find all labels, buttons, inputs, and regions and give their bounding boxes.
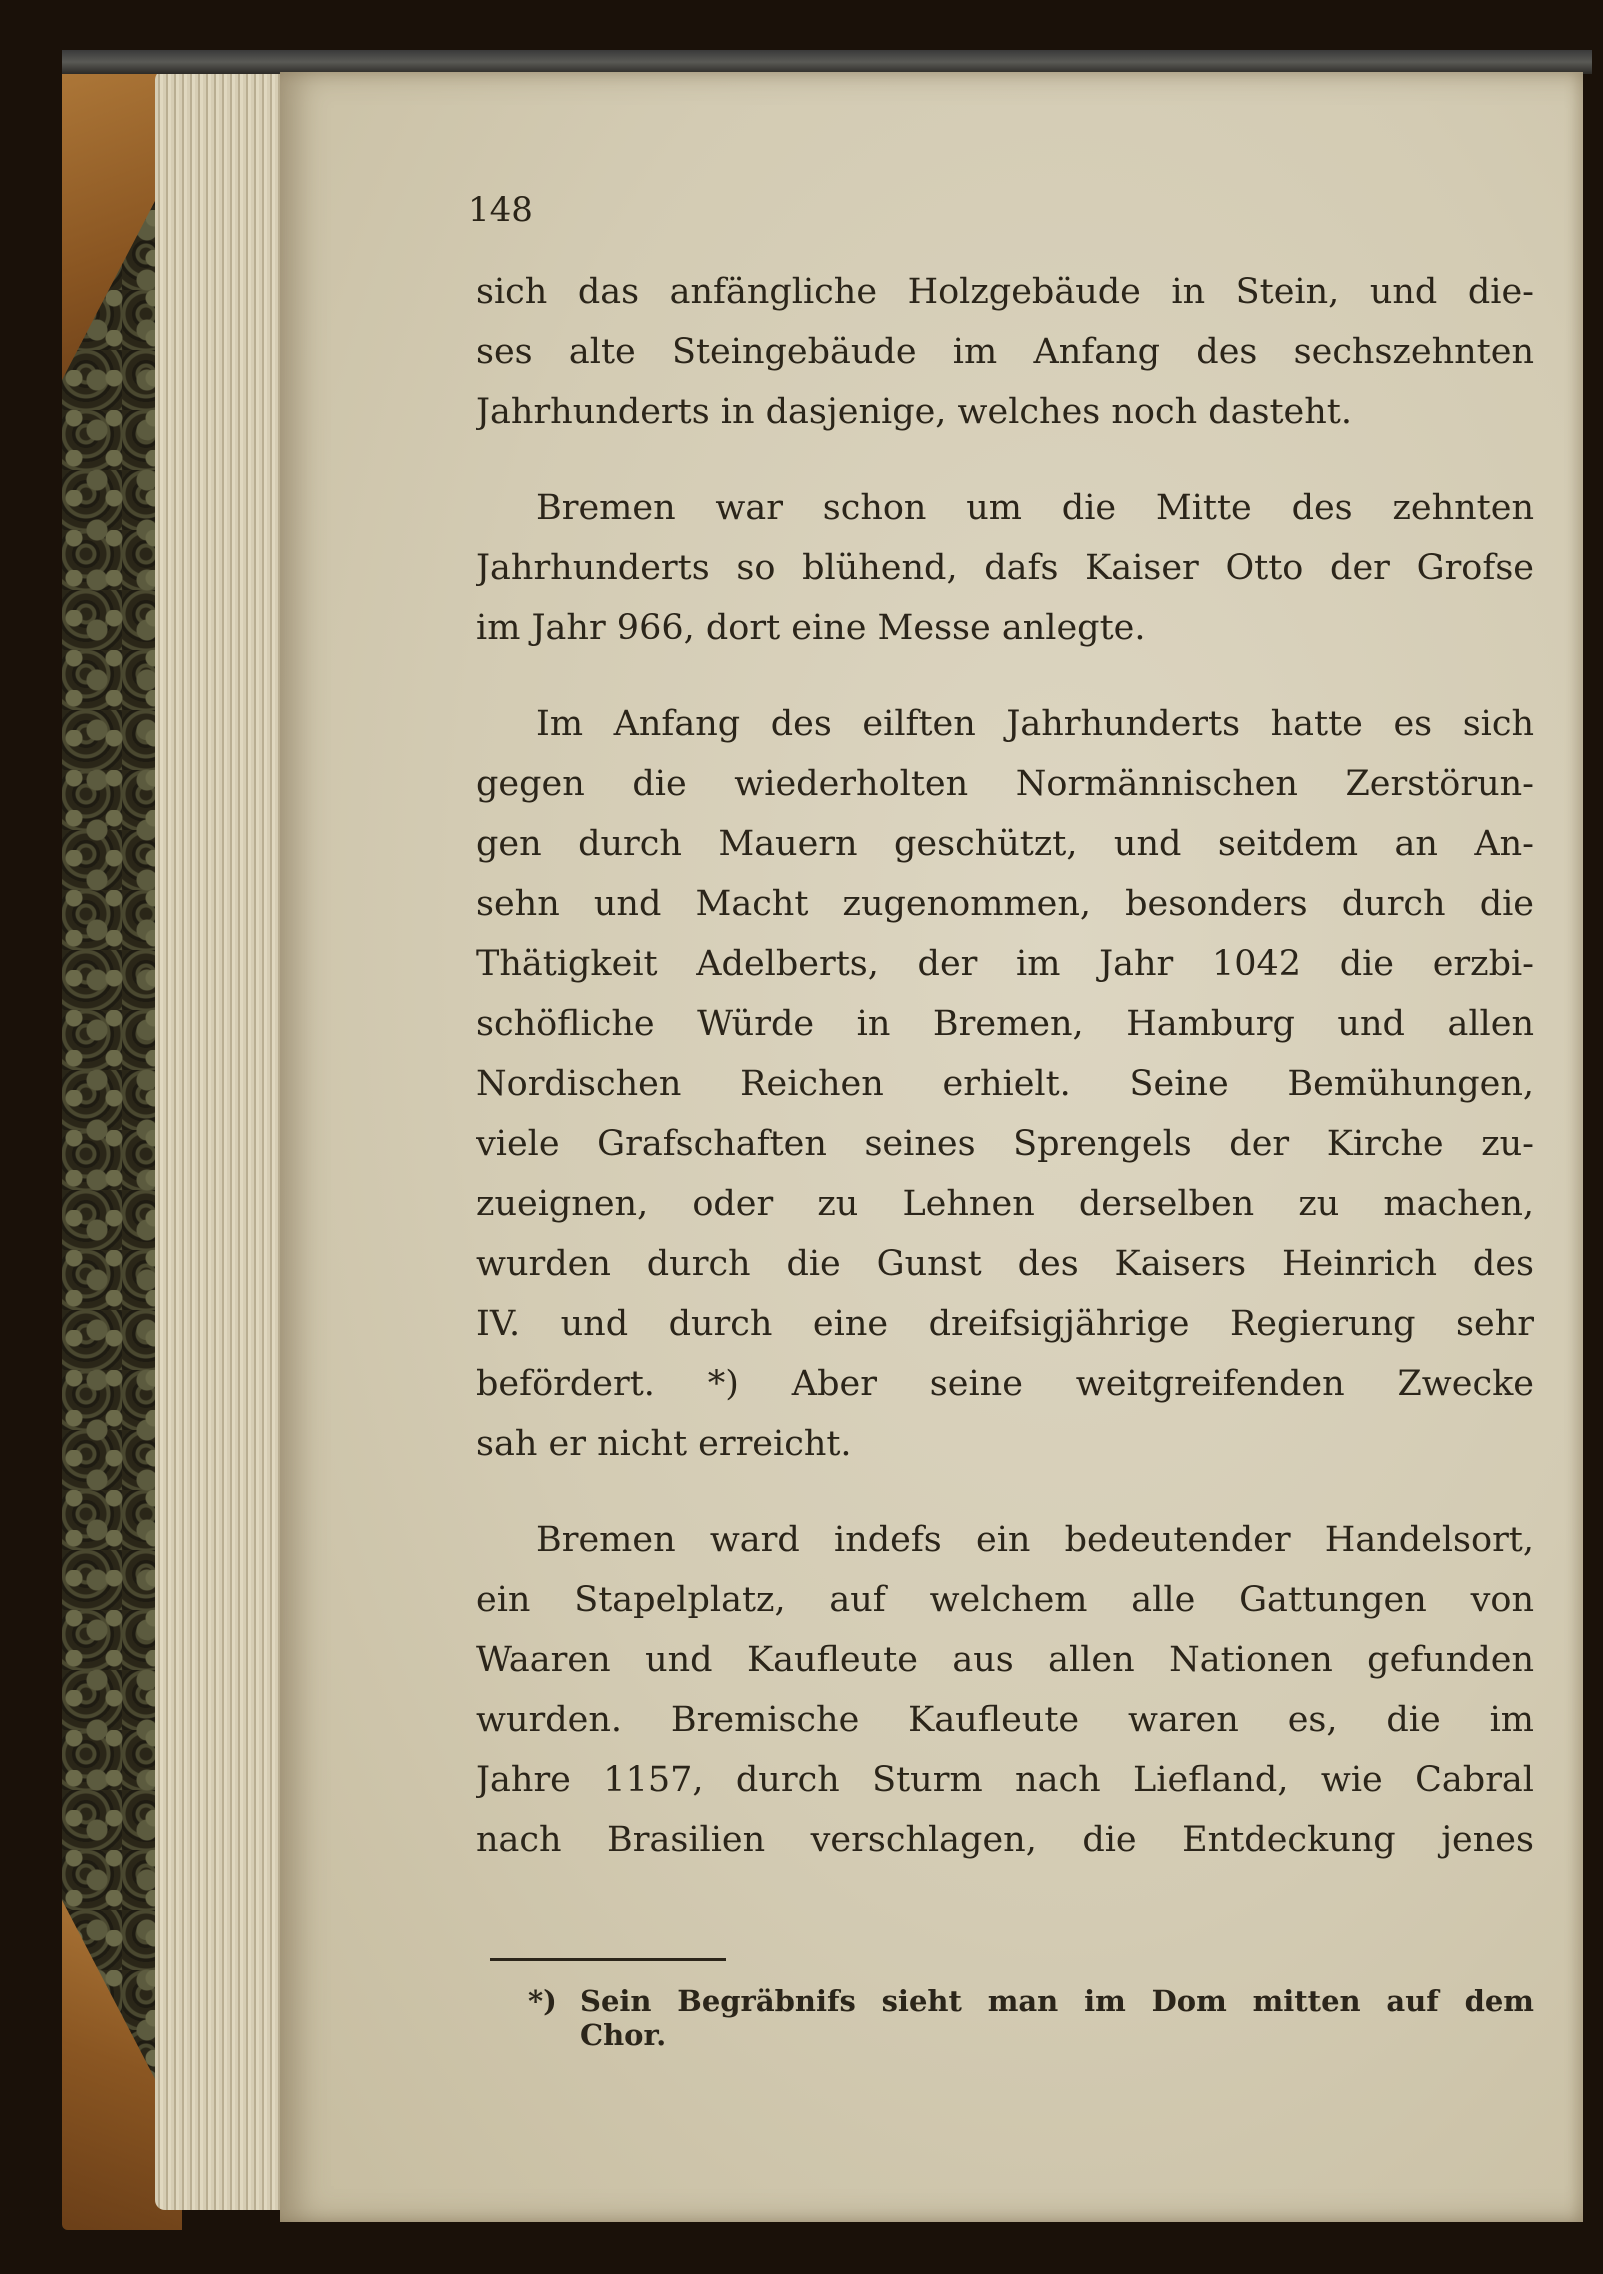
paragraph — [476, 694, 1534, 1474]
text-line: Thätigkeit Adelberts, der im Jahr 1042 die erzbi- — [476, 944, 1534, 984]
text-line: viele Grafschaften seines Sprengels der Kirche zu- — [476, 1124, 1534, 1164]
text-line: sehn und Macht zugenommen, besonders durch die — [476, 884, 1534, 924]
book-page — [280, 72, 1583, 2222]
paragraph — [476, 478, 1534, 658]
page-edges — [155, 70, 295, 2210]
text-line: Bremen ward indefs ein bedeutender Handelsort, — [536, 1520, 1534, 1560]
text-line: schöfliche Würde in Bremen, Hamburg und allen — [476, 1004, 1534, 1044]
text-line: IV. und durch eine dreifsigjährige Regierung sehr — [476, 1304, 1534, 1344]
paragraph-gap — [476, 442, 1534, 478]
text-line: Im Anfang des eilften Jahrhunderts hatte es sich — [536, 704, 1534, 744]
footnote-line: Chor. — [580, 2018, 667, 2052]
footnote — [528, 1984, 1534, 2052]
footnote-rule — [490, 1958, 726, 1961]
paragraph — [476, 262, 1534, 442]
page-number: 148 — [468, 190, 533, 230]
text-line: nach Brasilien verschlagen, die Entdeckung jenes — [476, 1820, 1534, 1860]
footnote-line — [528, 1984, 1534, 2018]
text-line: Jahrhunderts so blühend, dafs Kaiser Otto der Grofse — [476, 548, 1534, 588]
text-line: sich das anfängliche Holzgebäude in Stein, und die- — [476, 272, 1534, 312]
paragraph-gap — [476, 1474, 1534, 1510]
text-line: gegen die wiederholten Normännischen Zerstörun- — [476, 764, 1534, 804]
text-line: gen durch Mauern geschützt, und seitdem an An- — [476, 824, 1534, 864]
paragraph-gap — [476, 658, 1534, 694]
text-line: zueignen, oder zu Lehnen derselben zu machen, — [476, 1184, 1534, 1224]
paragraph — [476, 1510, 1534, 1870]
text-line: ein Stapelplatz, auf welchem alle Gattungen von — [476, 1580, 1534, 1620]
text-line: Jahrhunderts in dasjenige, welches noch dasteht. — [476, 392, 1352, 432]
text-line: wurden durch die Gunst des Kaisers Heinrich des — [476, 1244, 1534, 1284]
body-text — [476, 262, 1534, 1870]
footnote-text: Sein Begräbnifs sieht man im Dom mitten auf dem — [580, 1984, 1534, 2018]
text-line: Bremen war schon um die Mitte des zehnten — [536, 488, 1534, 528]
text-line: Jahre 1157, durch Sturm nach Liefland, wie Cabral — [476, 1760, 1534, 1800]
text-line: Nordischen Reichen erhielt. Seine Bemühungen, — [476, 1064, 1534, 1104]
footnote-mark: *) — [528, 1984, 557, 2018]
text-line: im Jahr 966, dort eine Messe anlegte. — [476, 608, 1146, 648]
text-line: wurden. Bremische Kaufleute waren es, die im — [476, 1700, 1534, 1740]
text-line: sah er nicht erreicht. — [476, 1424, 852, 1464]
text-line: befördert. *) Aber seine weitgreifenden Zwecke — [476, 1364, 1534, 1404]
text-line: Waaren und Kaufleute aus allen Nationen gefunden — [476, 1640, 1534, 1680]
text-line: ses alte Steingebäude im Anfang des sechszehnten — [476, 332, 1534, 372]
top-edge-band — [62, 50, 1592, 74]
